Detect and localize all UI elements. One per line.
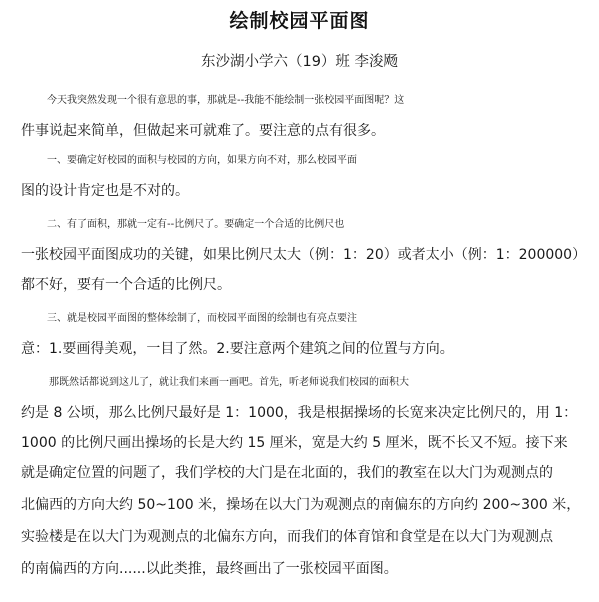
paragraph-line: 图的设计肯定也是不对的。 [21,183,189,199]
paragraph-line: 三、就是校园平面图的整体绘制了，而校园平面图的绘制也有亮点要注 [47,313,357,324]
paragraph-line: 那既然话都说到这儿了，就让我们来画一画吧。首先，听老师说我们校园的面积大 [49,377,409,388]
paragraph-line: 约是 8 公顷，那么比例尺最好是 1：1000，我是根据操场的长宽来决定比例尺的，用 1： [21,405,578,421]
paragraph-line: 都不好，要有一个合适的比例尺。 [21,277,231,293]
paragraph-line: 的南偏西的方向......以此类推，最终画出了一张校园平面图。 [21,561,398,577]
paragraph-line: 一、要确定好校园的面积与校园的方向，如果方向不对，那么校园平面 [47,155,357,166]
paragraph-line: 意：1.要画得美观，一目了然。2.要注意两个建筑之间的位置与方向。 [21,341,454,357]
paragraph-line: 今天我突然发现一个很有意思的事，那就是--我能不能绘制一张校园平面图呢？这 [47,95,405,106]
paragraph-line: 1000 的比例尺画出操场的长是大约 15 厘米，宽是大约 5 厘米，既不长又不短。接下来 [21,435,568,451]
paragraph-line: 就是确定位置的问题了，我们学校的大门是在北面的，我们的教室在以大门为观测点的 [21,465,553,481]
document-title: 绘制校园平面图 [229,10,370,32]
paragraph-line: 北偏西的方向大约 50~100 米，操场在以大门为观测点的南偏东的方向约 200~300 米， [21,497,581,513]
paragraph-line: 一张校园平面图成功的关键，如果比例尺太大（例：1：20）或者太小（例：1：200000） [21,247,587,263]
paragraph-line: 实验楼是在以大门为观测点的北偏东方向，而我们的体育馆和食堂是在以大门为观测点 [21,529,553,545]
paragraph-line: 二、有了面积，那就一定有--比例尺了。要确定一个合适的比例尺也 [47,219,345,230]
paragraph-line: 件事说起来简单，但做起来可就难了。要注意的点有很多。 [21,123,385,139]
author-byline: 东沙湖小学六（19）班 李浚飏 [200,54,399,70]
